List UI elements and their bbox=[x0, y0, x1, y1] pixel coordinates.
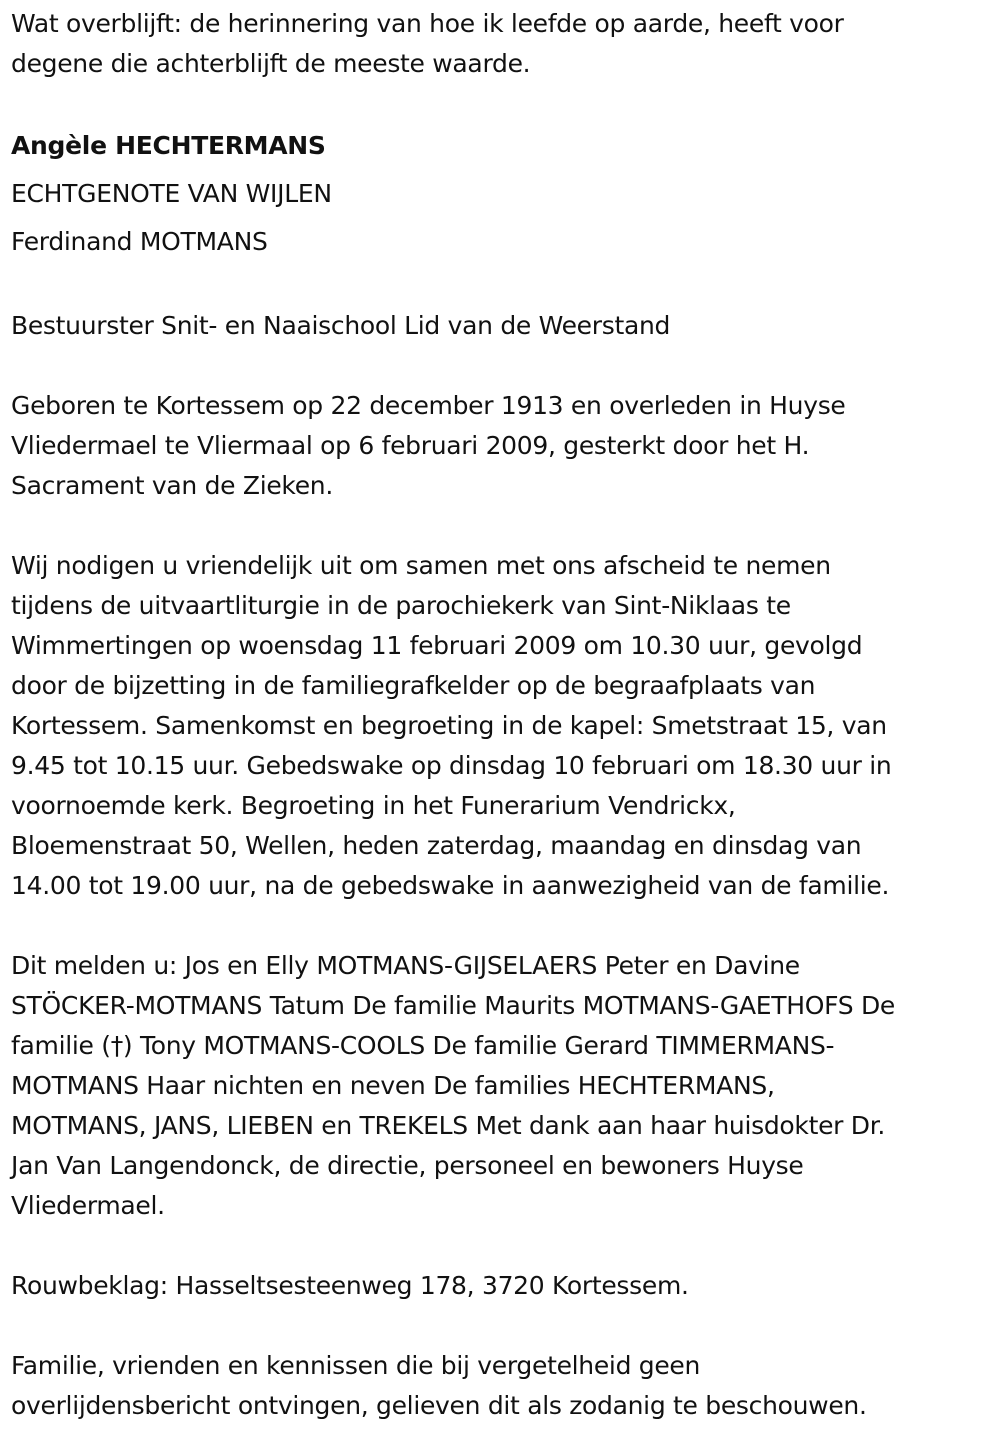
spacer bbox=[11, 1226, 980, 1266]
quote-line: degene die achterblijft de meeste waarde. bbox=[11, 49, 531, 78]
roles: Bestuurster Snit- en Naaischool Lid van de Weerstand bbox=[11, 311, 671, 340]
paragraph-line: Vliedermael. bbox=[11, 1191, 165, 1220]
paragraph-line: Familie, vrienden en kennissen die bij vergetelheid geen bbox=[11, 1351, 701, 1380]
paragraph-line: overlijdensbericht ontvingen, gelieven dit als zodanig te beschouwen. bbox=[11, 1391, 867, 1420]
paragraph-line: Dit melden u: Jos en Elly MOTMANS-GIJSELAERS Peter en Davine bbox=[11, 951, 800, 980]
birth-death-paragraph bbox=[11, 386, 980, 506]
deceased-name: Angèle HECHTERMANS bbox=[11, 131, 326, 160]
paragraph-line: familie (†) Tony MOTMANS-COOLS De familie Gerard TIMMERMANS- bbox=[11, 1031, 835, 1060]
spacer bbox=[11, 346, 980, 386]
spacer bbox=[11, 84, 980, 122]
paragraph-line: 14.00 tot 19.00 uur, na de gebedswake in aanwezigheid van de familie. bbox=[11, 871, 890, 900]
paragraph-line: Sacrament van de Zieken. bbox=[11, 471, 333, 500]
paragraph-line: Jan Van Langendonck, de directie, personeel en bewoners Huyse bbox=[11, 1151, 804, 1180]
spacer bbox=[11, 266, 980, 306]
spacer bbox=[11, 506, 980, 546]
paragraph-line: Geboren te Kortessem op 22 december 1913 en overleden in Huyse bbox=[11, 391, 846, 420]
paragraph-line: Wij nodigen u vriendelijk uit om samen met ons afscheid te nemen bbox=[11, 551, 831, 580]
spouse-name: Ferdinand MOTMANS bbox=[11, 227, 268, 256]
quote bbox=[11, 4, 980, 84]
paragraph-line: door de bijzetting in de familiegrafkelder op de begraafplaats van bbox=[11, 671, 816, 700]
spacer bbox=[11, 1306, 980, 1346]
paragraph-line: STÖCKER-MOTMANS Tatum De familie Maurits MOTMANS-GAETHOFS De bbox=[11, 991, 896, 1020]
paragraph-line: Kortessem. Samenkomst en begroeting in de kapel: Smetstraat 15, van bbox=[11, 711, 887, 740]
condolence-address: Rouwbeklag: Hasseltsesteenweg 178, 3720 Kortessem. bbox=[11, 1271, 689, 1300]
paragraph-line: MOTMANS, JANS, LIEBEN en TREKELS Met dank aan haar huisdokter Dr. bbox=[11, 1111, 886, 1140]
quote-line: Wat overblijft: de herinnering van hoe ik leefde op aarde, heeft voor bbox=[11, 9, 844, 38]
paragraph-line: voornoemde kerk. Begroeting in het Funerarium Vendrickx, bbox=[11, 791, 736, 820]
closing-paragraph bbox=[11, 1346, 980, 1426]
paragraph-line: Vliedermael te Vliermaal op 6 februari 2009, gesterkt door het H. bbox=[11, 431, 810, 460]
paragraph-line: Bloemenstraat 50, Wellen, heden zaterdag, maandag en dinsdag van bbox=[11, 831, 862, 860]
paragraph-line: 9.45 tot 10.15 uur. Gebedswake op dinsdag 10 februari om 18.30 uur in bbox=[11, 751, 892, 780]
invitation-paragraph bbox=[11, 546, 980, 906]
paragraph-line: Wimmertingen op woensdag 11 februari 2009 om 10.30 uur, gevolgd bbox=[11, 631, 863, 660]
announcers-paragraph bbox=[11, 946, 980, 1226]
paragraph-line: MOTMANS Haar nichten en neven De families HECHTERMANS, bbox=[11, 1071, 775, 1100]
spouse-relation: ECHTGENOTE VAN WIJLEN bbox=[11, 179, 332, 208]
paragraph-line: tijdens de uitvaartliturgie in de parochiekerk van Sint-Niklaas te bbox=[11, 591, 791, 620]
spacer bbox=[11, 906, 980, 946]
